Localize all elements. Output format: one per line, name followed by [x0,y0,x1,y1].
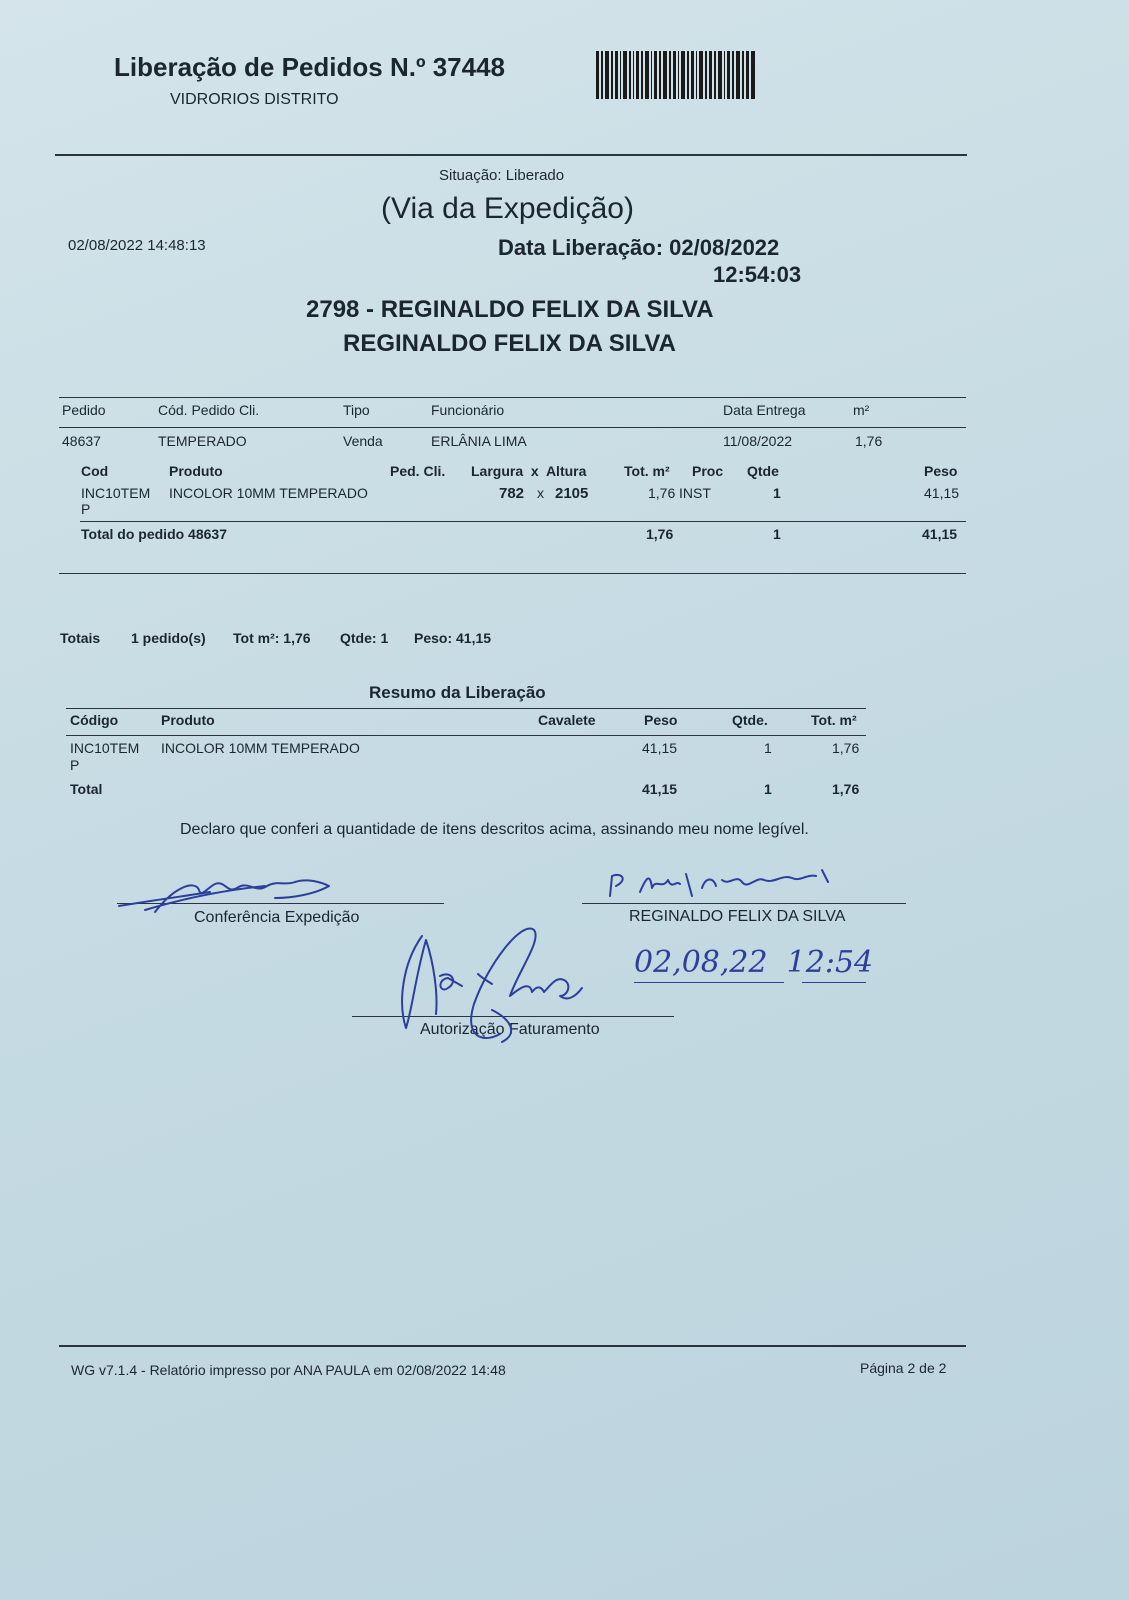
signature-autorizacao [392,924,602,1064]
col-tipo: Tipo [343,402,370,418]
col-pedido: Pedido [62,402,106,418]
col-m2: m² [853,402,870,418]
resumo-title: Resumo da Liberação [369,683,546,702]
signature-conferencia [115,876,335,916]
col-cod-pedido-cli: Cód. Pedido Cli. [158,402,260,418]
barcode-icon [596,51,756,99]
resumo-produto: INCOLOR 10MM TEMPERADO [161,740,360,756]
order-m2: 1,76 [855,433,883,449]
order-cod-pedido-cli: TEMPERADO [158,433,247,449]
item-altura: 2105 [555,485,589,502]
signature-cliente [606,868,866,908]
resumo-peso: 41,15 [642,740,678,756]
declaration-text: Declaro que conferi a quantidade de itens descritos acima, assinando meu nome legível. [180,821,809,838]
resumo-total-label: Total [70,781,103,797]
resumo-total-tot-m2: 1,76 [832,781,860,797]
order-bottom-line [59,573,966,574]
order-total-qtde: 1 [773,526,781,542]
order-total-m2: 1,76 [646,526,674,542]
order-total-line [80,521,966,522]
resumo-total-peso: 41,15 [642,781,678,797]
print-datetime: 02/08/2022 14:48:13 [68,237,206,254]
header-divider [55,154,967,156]
label-conferencia-expedicao: Conferência Expedição [194,909,360,926]
resumo-header-line [66,735,866,736]
item-tot-m2: 1,76 [648,485,676,501]
label-cliente: REGINALDO FELIX DA SILVA [629,908,846,925]
resumo-col-codigo: Código [70,712,119,728]
document-title: Liberação de Pedidos N.º 37448 [114,52,505,82]
resumo-col-produto: Produto [161,712,215,728]
totals-label: Totais [60,630,101,646]
totals-pedidos: 1 pedido(s) [131,630,206,646]
handwritten-date-underline [634,982,784,983]
resumo-col-peso: Peso [644,712,678,728]
handwritten-date: 02,08,22 12:54 [634,945,874,980]
item-col-proc: Proc [692,463,724,479]
col-data-entrega: Data Entrega [723,402,806,418]
item-largura: 782 [499,485,525,502]
label-autorizacao-faturamento: Autorização Faturamento [420,1021,600,1038]
resumo-total-qtde: 1 [764,781,772,797]
item-cod-line2: P [81,501,91,517]
client-name: REGINALDO FELIX DA SILVA [343,330,676,357]
handwritten-time-underline [802,982,866,983]
col-funcionario: Funcionário [431,402,505,418]
footer-page-number: Página 2 de 2 [860,1360,947,1376]
item-col-cod: Cod [81,463,109,479]
data-liberacao: Data Liberação: 02/08/2022 [498,235,780,260]
item-proc: INST [679,485,711,501]
item-col-peso: Peso [924,463,958,479]
totals-qtde: Qtde: 1 [340,630,389,646]
order-pedido: 48637 [62,433,101,449]
item-qtde: 1 [773,485,781,501]
item-peso: 41,15 [924,485,960,501]
resumo-codigo-line1: INC10TEM [70,740,140,756]
footer-left-text: WG v7.1.4 - Relatório impresso por ANA PAULA em 02/08/2022 14:48 [71,1362,506,1378]
resumo-col-tot-m2: Tot. m² [811,712,857,728]
order-header-line [59,427,966,428]
resumo-col-qtde: Qtde. [732,712,768,728]
situacao-text: Situação: Liberado [439,167,565,184]
item-col-tot-m2: Tot. m² [624,463,670,479]
item-cod-line1: INC10TEM [81,485,151,501]
totals-peso: Peso: 41,15 [414,630,492,646]
resumo-codigo-line2: P [70,757,80,773]
order-funcionario: ERLÂNIA LIMA [431,433,527,449]
item-col-qtde: Qtde [747,463,779,479]
via-title: (Via da Expedição) [381,192,634,225]
footer-divider [59,1345,966,1347]
totals-m2: Tot m²: 1,76 [233,630,311,646]
resumo-col-cavalete: Cavalete [538,712,596,728]
item-col-ped-cli: Ped. Cli. [390,463,446,479]
client-code-name: 2798 - REGINALDO FELIX DA SILVA [306,296,714,323]
order-top-line [59,397,966,398]
order-data-entrega: 11/08/2022 [723,433,793,449]
resumo-tot-m2: 1,76 [832,740,860,756]
resumo-top-line [66,708,866,709]
item-col-produto: Produto [169,463,223,479]
order-total-peso: 41,15 [922,526,958,542]
item-col-largura-altura: Largura x Altura [471,463,587,479]
item-produto: INCOLOR 10MM TEMPERADO [169,485,368,501]
company-name: VIDRORIOS DISTRITO [170,91,339,108]
item-x: x [537,485,544,501]
order-tipo: Venda [343,433,383,449]
resumo-qtde: 1 [764,740,772,756]
hora-liberacao: 12:54:03 [713,262,802,287]
order-total-label: Total do pedido 48637 [81,526,227,542]
